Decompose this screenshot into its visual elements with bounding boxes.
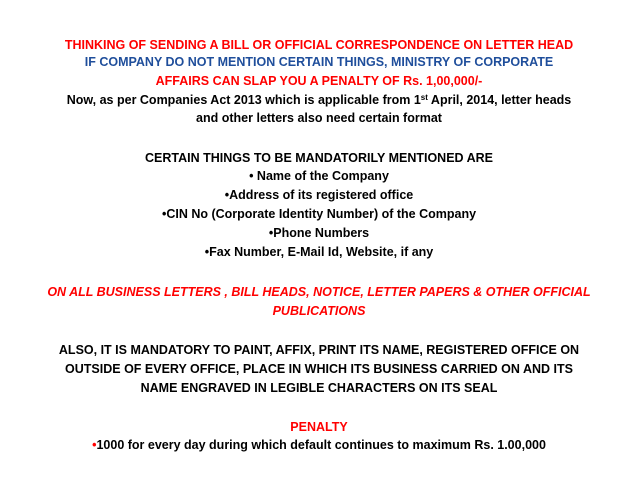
intro-line-1: THINKING OF SENDING A BILL OR OFFICIAL CORRESPONDENCE ON LETTER HEAD [64,38,574,52]
intro-line-2-text: IF COMPANY DO NOT MENTION CERTAIN THINGS, MINISTRY OF CORPORATE [84,55,554,69]
also-line-1: ALSO, IT IS MANDATORY TO PAINT, AFFIX, PRINT ITS NAME, REGISTERED OFFICE ON [58,343,580,357]
act-note-sup: st [420,93,428,102]
intro-line-2 [0,54,638,70]
penalty-amount: PENALTY OF Rs. 1,00,000/- [321,74,483,88]
act-note-line-2: and other letters also need certain format [196,111,442,125]
mandatory-item-contact: •Fax Number, E-Mail Id, Website, if any [204,245,434,259]
also-line-2: OUTSIDE OF EVERY OFFICE, PLACE IN WHICH ITS BUSINESS CARRIED ON AND ITS [65,362,573,376]
intro-line-3 [0,73,638,89]
applies-to-line-2: PUBLICATIONS [272,304,366,318]
act-note-part-1: Now, as per Companies Act 2013 which is applicable from 1 [66,93,421,107]
mandatory-item-address: •Address of its registered office [224,188,414,202]
intro-line-3-blue-part: AFFAIRS CAN SLAP YOU A [155,74,322,88]
also-line-3: NAME ENGRAVED IN LEGIBLE CHARACTERS ON ITS SEAL [140,381,498,395]
penalty-text: 1000 for every day during which default continues to maximum Rs. 1.00,000 [96,438,546,452]
mandatory-item-name: • Name of the Company [249,169,389,183]
act-note-part-2: April, 2014, letter heads [427,93,572,107]
mandatory-item-phone: •Phone Numbers [268,226,370,240]
applies-to-line-1: ON ALL BUSINESS LETTERS , BILL HEADS, NOTICE, LETTER PAPERS & OTHER OFFICIAL [47,285,591,299]
act-note-line-1 [0,92,638,108]
mandatory-heading: CERTAIN THINGS TO BE MANDATORILY MENTIONED ARE [145,151,493,165]
penalty-bullet: • [92,438,97,452]
penalty-heading: PENALTY [290,420,348,434]
penalty-line [0,437,638,453]
mandatory-item-cin: •CIN No (Corporate Identity Number) of the Company [161,207,477,221]
